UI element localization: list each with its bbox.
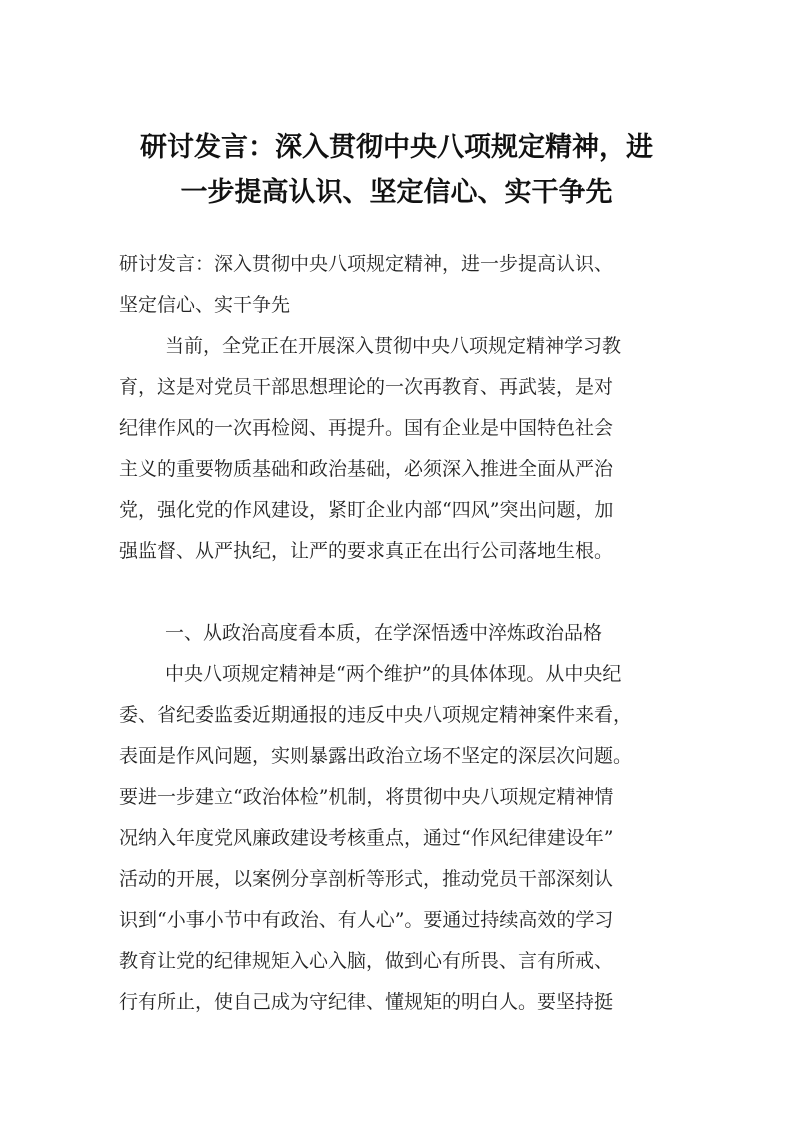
paragraph-2-line-3: 表面是作风问题，实则暴露出政治立场不坚定的深层次问题。 <box>119 745 633 767</box>
paragraph-1-line-2: 育，这是对党员干部思想理论的一次再教育、再武装，是对 <box>119 376 614 398</box>
paragraph-1-line-3: 纪律作风的一次再检阅、再提升。国有企业是中国特色社会 <box>119 417 614 439</box>
title-line-2: 一步提高认识、坚定信心、实干争先 <box>180 177 613 208</box>
paragraph-1-line-6: 强监督、从严执纪，让严的要求真正在出行公司落地生根。 <box>119 540 614 562</box>
paragraph-2-line-6: 活动的开展，以案例分享剖析等形式，推动党员干部深刻认 <box>119 868 614 890</box>
paragraph-2-line-7: 识到“小事小节中有政治、有人心”。要通过持续高效的学习 <box>119 909 614 931</box>
paragraph-2-line-2: 委、省纪委监委近期通报的违反中央八项规定精神案件来看， <box>119 704 633 726</box>
paragraph-1-line-1: 当前，全党正在开展深入贯彻中央八项规定精神学习教 <box>165 335 622 357</box>
paragraph-1-line-5: 党，强化党的作风建设，紧盯企业内部“四风”突出问题，加 <box>119 499 614 521</box>
paragraph-2-line-9: 行有所止，使自己成为守纪律、懂规矩的明白人。要坚持挺 <box>119 991 614 1013</box>
section-heading-1: 一、从政治高度看本质，在学深悟透中淬炼政治品格 <box>165 622 603 644</box>
subtitle-line-2: 坚定信心、实干争先 <box>119 294 291 316</box>
subtitle-line-1: 研讨发言：深入贯彻中央八项规定精神，进一步提高认识、 <box>119 253 614 275</box>
paragraph-2-line-1: 中央八项规定精神是“两个维护”的具体体现。从中央纪 <box>165 663 622 685</box>
title-line-1: 研讨发言：深入贯彻中央八项规定精神，进 <box>140 132 653 163</box>
paragraph-2-line-8: 教育让党的纪律规矩入心入脑，做到心有所畏、言有所戒、 <box>119 950 614 972</box>
paragraph-2-line-4: 要进一步建立“政治体检”机制，将贯彻中央八项规定精神情 <box>119 786 614 808</box>
paragraph-1-line-4: 主义的重要物质基础和政治基础，必须深入推进全面从严治 <box>119 458 614 480</box>
paragraph-2-line-5: 况纳入年度党风廉政建设考核重点，通过“作风纪律建设年” <box>119 827 614 849</box>
